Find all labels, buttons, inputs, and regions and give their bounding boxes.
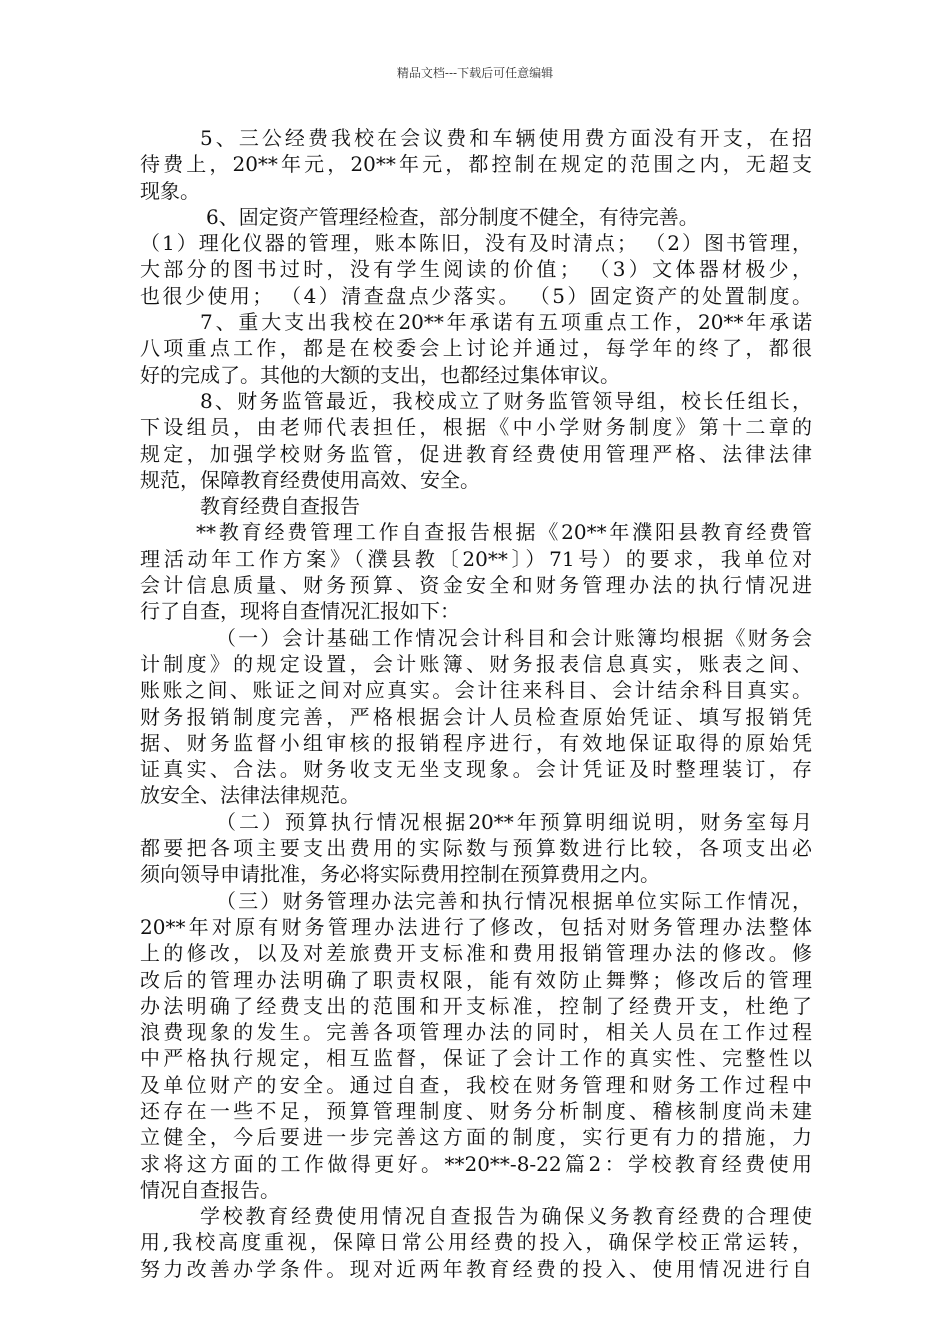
text-line: 6、固定资产管理经检查，部分制度不健全，有待完善。 bbox=[206, 204, 699, 229]
text-line: 办法明确了经费支出的范围和开支标准，控制了经费开支，杜绝了 bbox=[140, 993, 812, 1018]
text-line: 下设组员，由老师代表担任，根据《中小学财务制度》第十二章的 bbox=[140, 415, 812, 440]
text-line: 20**年对原有财务管理办法进行了修改，包括对财务管理办法整体 bbox=[140, 914, 812, 939]
text-line: 理活动年工作方案》（濮县教〔20**〕）71号）的要求，我单位对 bbox=[140, 546, 812, 571]
text-line: 现象。 bbox=[140, 178, 200, 203]
text-line: 都要把各项主要支出费用的实际数与预算数进行比较，各项支出必 bbox=[140, 836, 812, 861]
text-line: 也很少使用； （4）清查盘点少落实。 （5）固定资产的处置制度。 bbox=[140, 283, 812, 308]
text-line: （一）会计基础工作情况会计科目和会计账簿均根据《财务会 bbox=[216, 625, 812, 650]
text-line: 规定，加强学校财务监管，促进教育经费使用管理严格、法律法律 bbox=[140, 441, 812, 466]
text-line: 据、财务监督小组审核的报销程序进行，有效地保证取得的原始凭 bbox=[140, 730, 812, 755]
text-line: （三）财务管理办法完善和执行情况根据单位实际工作情况， bbox=[216, 888, 812, 913]
text-line: 努力改善办学条件。现对近两年教育经费的投入、使用情况进行自 bbox=[140, 1256, 812, 1281]
page-header: 精品文档---下载后可任意编辑 bbox=[396, 66, 554, 80]
text-line: 好的完成了。其他的大额的支出，也都经过集体审议。 bbox=[140, 362, 620, 387]
text-line: 8、财务监管最近，我校成立了财务监管领导组，校长任组长， bbox=[200, 388, 812, 413]
text-line: 上的修改，以及对差旅费开支标准和费用报销管理办法的修改。修 bbox=[140, 941, 812, 966]
text-line: 待费上，20**年元，20**年元，都控制在规定的范围之内，无超支 bbox=[140, 152, 812, 177]
text-line: 行了自查，现将自查情况汇报如下： bbox=[140, 599, 460, 624]
text-line: 7、重大支出我校在20**年承诺有五项重点工作，20**年承诺 bbox=[200, 310, 812, 335]
text-line: 财务报销制度完善，严格根据会计人员检查原始凭证、填写报销凭 bbox=[140, 704, 812, 729]
text-line: 中严格执行规定，相互监督，保证了会计工作的真实性、完整性以 bbox=[140, 1046, 812, 1071]
text-line: 用,我校高度重视，保障日常公用经费的投入，确保学校正常运转， bbox=[140, 1230, 812, 1255]
text-line: 八项重点工作，都是在校委会上讨论并通过，每学年的终了，都很 bbox=[140, 336, 812, 361]
text-line: 求将这方面的工作做得更好。**20**-8-22篇2：学校教育经费使用 bbox=[140, 1151, 812, 1176]
text-line: 5、三公经费我校在会议费和车辆使用费方面没有开支，在招 bbox=[200, 126, 812, 150]
text-line: 账账之间、账证之间对应真实。会计往来科目、会计结余科目真实。 bbox=[140, 678, 812, 703]
text-line: 证真实、合法。财务收支无坐支现象。会计凭证及时整理装订，存 bbox=[140, 757, 812, 782]
text-line: 立健全，今后要进一步完善这方面的制度，实行更有力的措施，力 bbox=[140, 1125, 812, 1150]
text-line: 放安全、法律法律规范。 bbox=[140, 783, 360, 808]
text-line: （1）理化仪器的管理，账本陈旧，没有及时清点； （2）图书管理， bbox=[140, 231, 812, 256]
text-line: 及单位财产的安全。通过自查，我校在财务管理和财务工作过程中 bbox=[140, 1072, 812, 1097]
text-line: 改后的管理办法明确了职责权限，能有效防止舞弊；修改后的管理 bbox=[140, 967, 812, 992]
text-line: （二）预算执行情况根据20**年预算明细说明，财务室每月 bbox=[216, 809, 812, 834]
text-line: 浪费现象的发生。完善各项管理办法的同时，相关人员在工作过程 bbox=[140, 1020, 812, 1045]
text-line: 大部分的图书过时，没有学生阅读的价值； （3）文体器材极少， bbox=[140, 257, 812, 282]
text-line: 还存在一些不足，预算管理制度、财务分析制度、稽核制度尚未建 bbox=[140, 1098, 812, 1123]
text-line: 会计信息质量、财务预算、资金安全和财务管理办法的执行情况进 bbox=[140, 573, 812, 598]
section-heading: 教育经费自查报告 bbox=[200, 494, 360, 519]
document-body bbox=[140, 125, 812, 1282]
text-line: **教育经费管理工作自查报告根据《20**年濮阳县教育经费管 bbox=[196, 520, 812, 545]
text-line: 须向领导申请批准，务必将实际费用控制在预算费用之内。 bbox=[140, 862, 660, 887]
text-line: 计制度》的规定设置，会计账簿、财务报表信息真实，账表之间、 bbox=[140, 651, 812, 676]
text-line: 规范，保障教育经费使用高效、安全。 bbox=[140, 467, 480, 492]
text-line: 学校教育经费使用情况自查报告为确保义务教育经费的合理使 bbox=[200, 1204, 812, 1229]
text-line: 情况自查报告。 bbox=[140, 1177, 280, 1202]
